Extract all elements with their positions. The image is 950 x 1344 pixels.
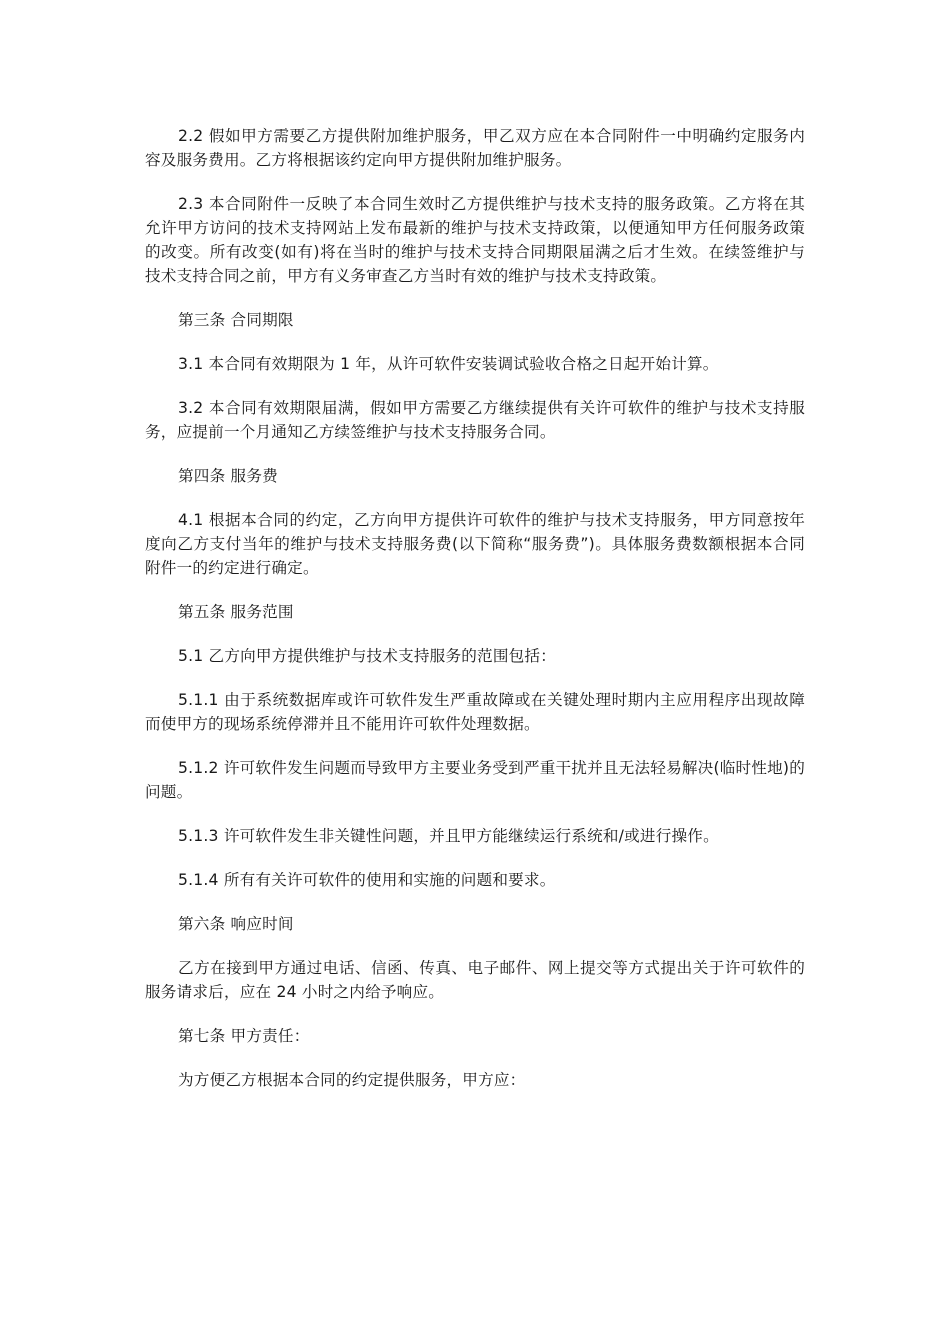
- article-4-heading: 第四条 服务费: [178, 467, 278, 485]
- clause-2-3: 2.3 本合同附件一反映了本合同生效时乙方提供维护与技术支持的服务政策。乙方将在其允许甲方访问的技术支持网站上发布最新的维护与技术支持政策，以便通知甲方任何服务政策的改变。所有改变(如有)将在当时的维护与技术支持合同期限届满之后才生效。在续签维护与技术支持合同之前，甲方有义务审查乙方当时有效的维护与技术支持政策。: [145, 195, 805, 285]
- clause-5-1-3: 5.1.3 许可软件发生非关键性问题，并且甲方能继续运行系统和/或进行操作。: [178, 827, 719, 845]
- party-a-intro: 为方便乙方根据本合同的约定提供服务，甲方应：: [178, 1071, 526, 1089]
- clause-2-2: 2.2 假如甲方需要乙方提供附加维护服务，甲乙双方应在本合同附件一中明确约定服务内容及服务费用。乙方将根据该约定向甲方提供附加维护服务。: [145, 127, 805, 169]
- document-page: [145, 124, 805, 1112]
- clause-5-1-4: 5.1.4 所有有关许可软件的使用和实施的问题和要求。: [178, 871, 556, 889]
- clause-5-1-2: 5.1.2 许可软件发生问题而导致甲方主要业务受到严重干扰并且无法轻易解决(临时性地)的问题。: [145, 759, 805, 801]
- clause-5-1: 5.1 乙方向甲方提供维护与技术支持服务的范围包括：: [178, 647, 557, 665]
- article-5-heading: 第五条 服务范围: [178, 603, 294, 621]
- clause-3-2: 3.2 本合同有效期限届满，假如甲方需要乙方继续提供有关许可软件的维护与技术支持服务，应提前一个月通知乙方续签维护与技术支持服务合同。: [145, 399, 805, 441]
- article-3-heading: 第三条 合同期限: [178, 311, 294, 329]
- article-7-heading: 第七条 甲方责任：: [178, 1027, 310, 1045]
- article-6-heading: 第六条 响应时间: [178, 915, 294, 933]
- response-time-text: 乙方在接到甲方通过电话、信函、传真、电子邮件、网上提交等方式提出关于许可软件的服务请求后，应在 24 小时之内给予响应。: [145, 959, 805, 1001]
- clause-4-1: 4.1 根据本合同的约定，乙方向甲方提供许可软件的维护与技术支持服务，甲方同意按年度向乙方支付当年的维护与技术支持服务费(以下简称“服务费”)。具体服务费数额根据本合同附件一的约定进行确定。: [145, 511, 805, 577]
- clause-5-1-1: 5.1.1 由于系统数据库或许可软件发生严重故障或在关键处理时期内主应用程序出现故障而使甲方的现场系统停滞并且不能用许可软件处理数据。: [145, 691, 805, 733]
- clause-3-1: 3.1 本合同有效期限为 1 年，从许可软件安装调试验收合格之日起开始计算。: [178, 355, 719, 373]
